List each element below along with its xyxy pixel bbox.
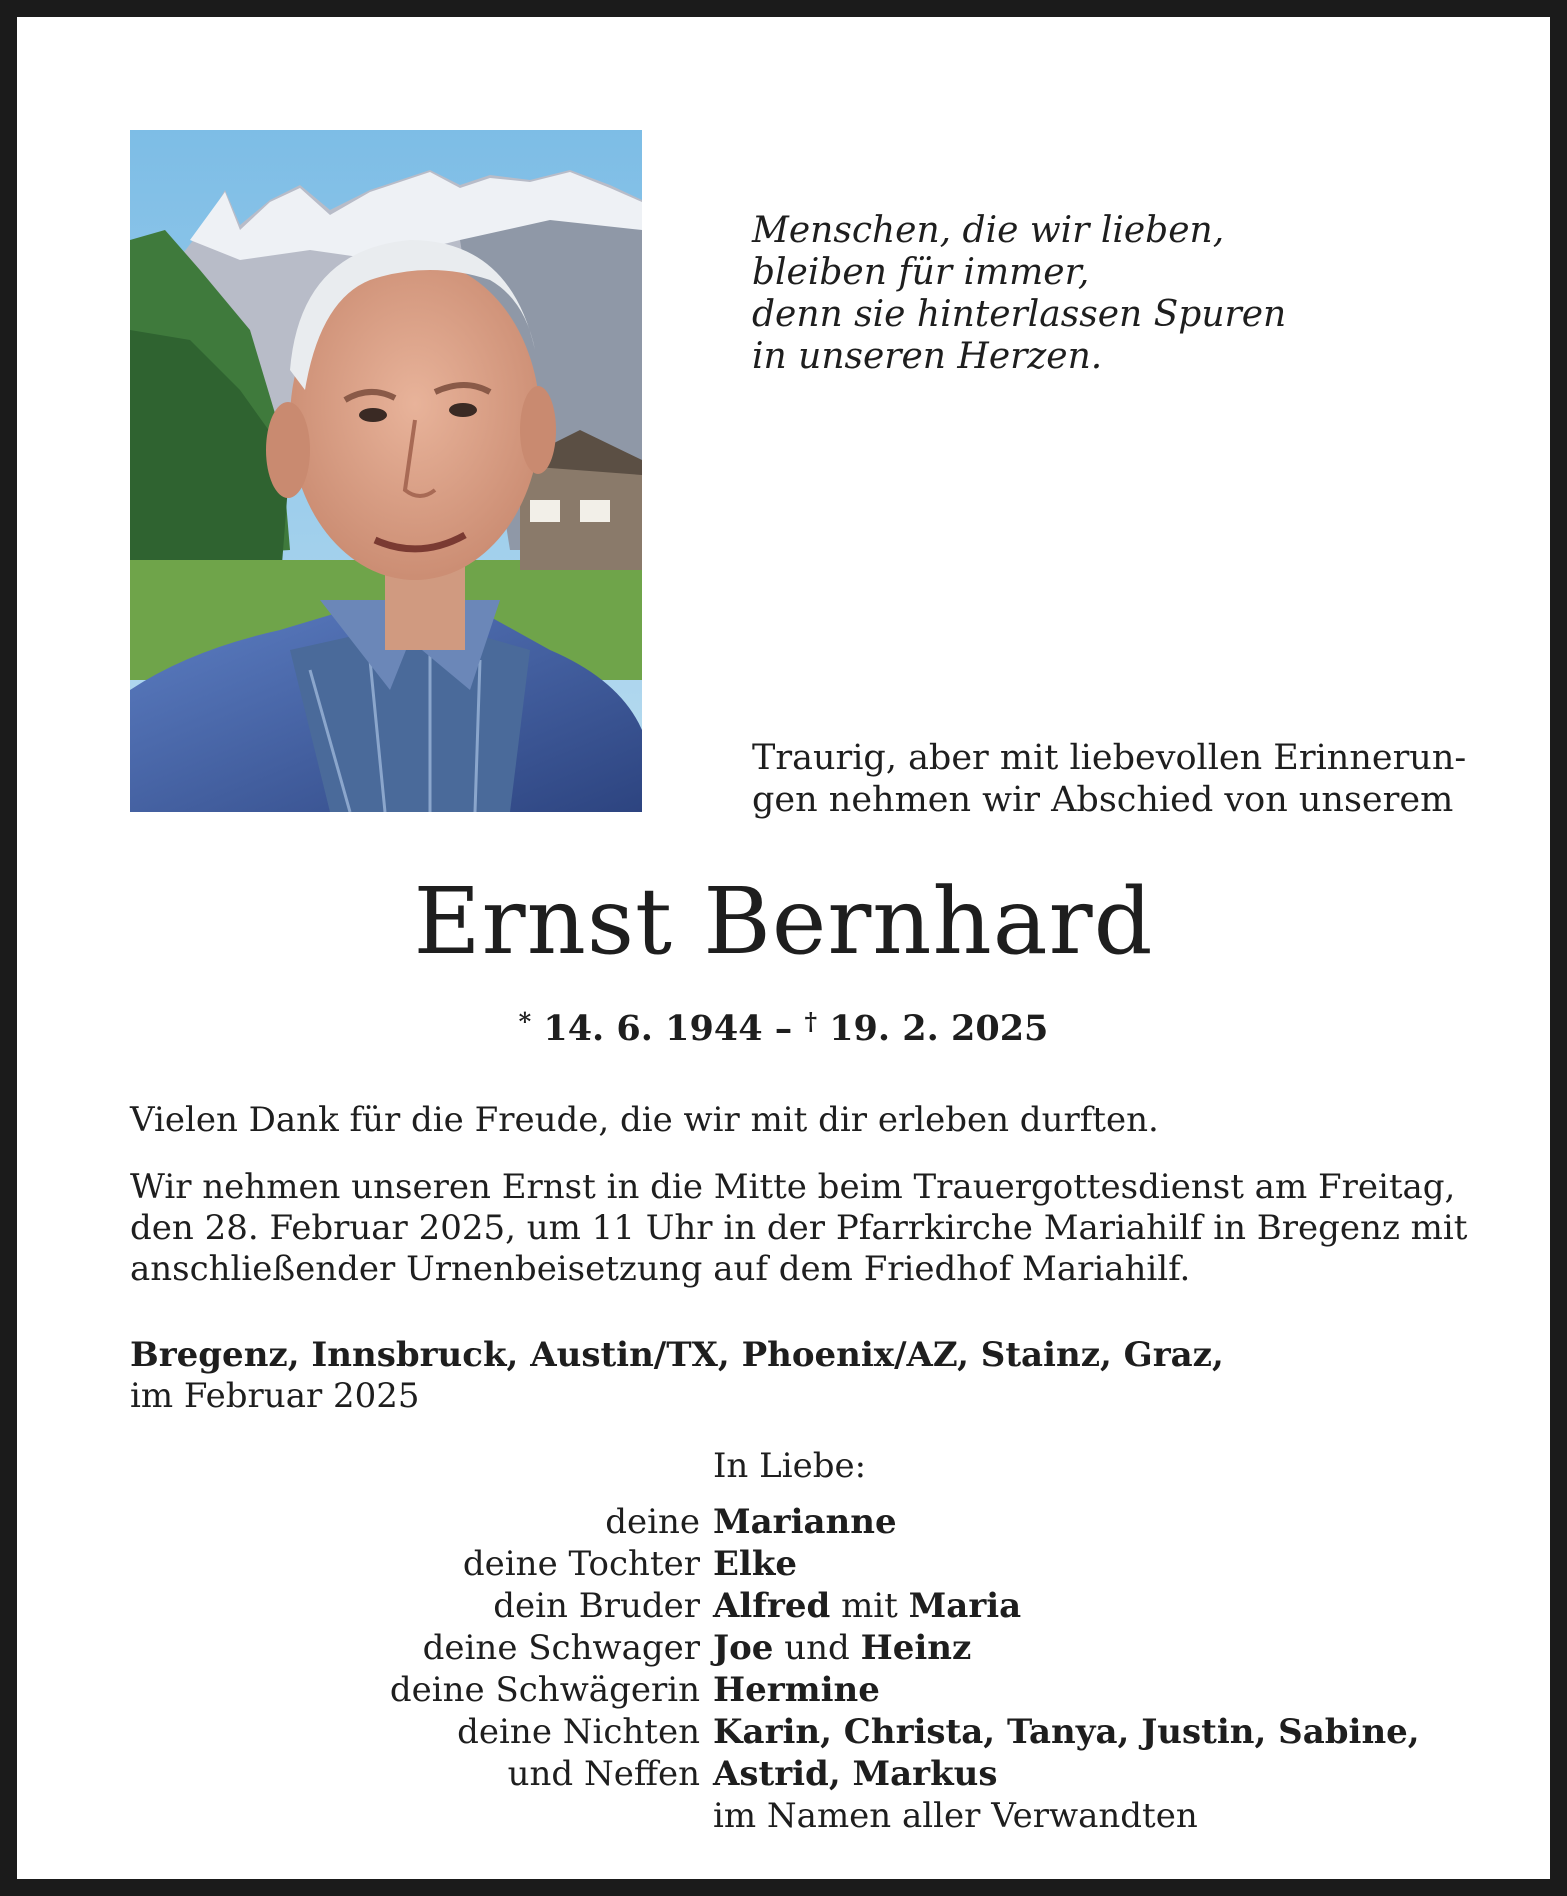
places-block [130,1335,1224,1417]
death-date: 19. 2. 2025 [829,1008,1049,1049]
thanks-paragraph [130,1100,1159,1141]
family-name: Heinz [860,1628,972,1668]
places-cities: Bregenz, Innsbruck, Austin/TX, Phoenix/AZ, Stainz, Graz, [130,1335,1224,1375]
family-name: Marianne [713,1502,897,1542]
thanks-line: Vielen Dank für die Freude, die wir mit dir erleben durften. [130,1100,1159,1140]
service-line: anschließender Urnenbeisetzung auf dem Friedhof Mariahilf. [130,1249,1191,1289]
family-row [17,1669,1550,1711]
family-row [17,1753,1550,1795]
obituary-page [17,17,1550,1879]
service-line: den 28. Februar 2025, um 11 Uhr in der Pfarrkirche Mariahilf in Bregenz mit [130,1208,1468,1248]
quote-line: in unseren Herzen. [752,336,1103,377]
family-names [713,1753,998,1795]
death-symbol: † [804,1007,817,1036]
family-relation: deine [605,1502,700,1542]
deceased-name: Ernst Bernhard [413,868,1154,975]
family-relation: deine Nichten [457,1712,700,1752]
family-row [17,1585,1550,1627]
family-joiner: und [784,1628,850,1668]
family-names [713,1627,971,1669]
birth-date: 14. 6. 1944 [543,1008,763,1049]
family-names [713,1669,880,1711]
family-relation: deine Schwager [422,1628,700,1668]
family-name: Hermine [713,1670,880,1710]
memorial-quote [752,210,1286,378]
intro-text [752,737,1466,821]
family-names [713,1585,1021,1627]
family-names [713,1543,797,1585]
family-name: Alfred [713,1586,831,1626]
family-names [713,1501,897,1543]
family-header: In Liebe: [713,1446,867,1486]
family-name: Maria [908,1586,1022,1626]
family-name: Joe [713,1628,774,1668]
intro-line: gen nehmen wir Abschied von unserem [752,780,1454,820]
family-names [713,1711,1420,1753]
family-row [17,1543,1550,1585]
family-footer: im Namen aller Verwandten [713,1796,1198,1836]
family-name: Karin, Christa, Tanya, Justin, Sabine, [713,1712,1420,1752]
quote-line: Menschen, die wir lieben, [752,210,1225,251]
birth-symbol: * [518,1007,532,1036]
quote-line: denn sie hinterlassen Spuren [752,294,1287,335]
intro-line: Traurig, aber mit liebevollen Erinnerun- [752,738,1467,778]
portrait-photo [130,130,642,812]
family-name: Astrid, Markus [713,1754,998,1794]
life-dates [17,1000,1550,1051]
family-relation: dein Bruder [493,1586,700,1626]
family-name: Elke [713,1544,798,1584]
family-row [17,1501,1550,1543]
quote-line: bleiben für immer, [752,252,1090,293]
date-separator: – [774,1008,793,1049]
family-relation: deine Schwägerin [389,1670,700,1710]
family-row [17,1711,1550,1753]
family-relation: und Neffen [507,1754,700,1794]
family-joiner: mit [841,1586,898,1626]
family-row [17,1627,1550,1669]
service-line: Wir nehmen unseren Ernst in die Mitte beim Trauergottesdienst am Freitag, [130,1167,1456,1207]
family-relation: deine Tochter [462,1544,700,1584]
service-paragraph [130,1167,1467,1290]
places-date: im Februar 2025 [130,1376,420,1416]
